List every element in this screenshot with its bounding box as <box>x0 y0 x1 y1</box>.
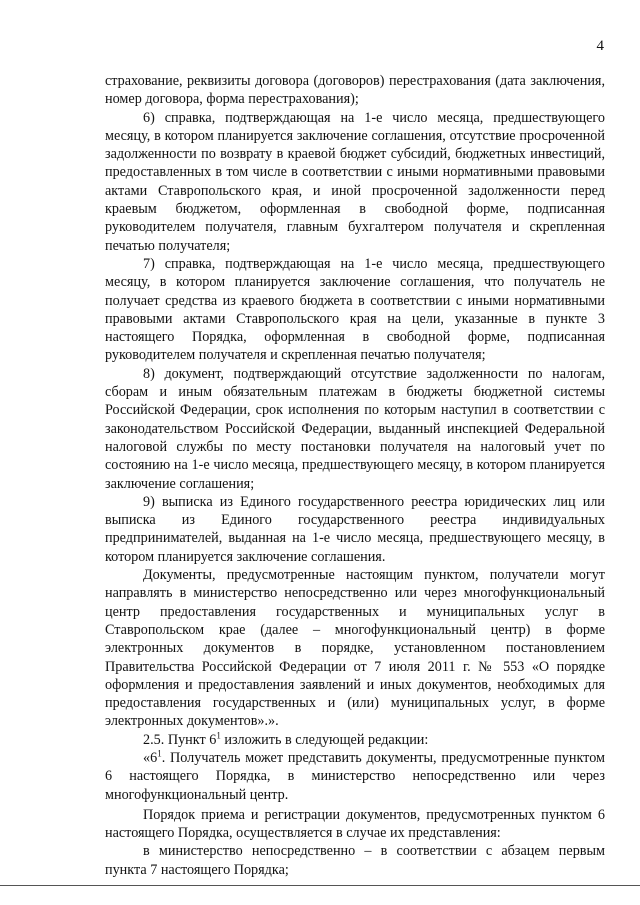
clause-6-1-superscript: 1 <box>157 748 162 759</box>
clause-6-1-suffix: . Получатель может представить документы, предусмотренные пунктом 6 настоящего Порядка, в министерство непосредственно или через многофункциональный центр. <box>105 749 605 803</box>
page-number: 4 <box>596 38 604 54</box>
paragraph-item-9: 9) выписка из Единого государственного реестра юридических лиц или выписка из Единого государственного реестра индивидуальных предпринимателей, выданная на 1-е число месяца, предшествующего месяцу, в котором планируется заключение соглашения. <box>105 493 605 565</box>
page-bottom-rule <box>0 885 640 886</box>
document-body <box>105 72 605 879</box>
paragraph-documents-submission: Документы, предусмотренные настоящим пунктом, получатели могут направлять в министерство непосредственно или через многофункциональный центр предоставления государственных и муниципальных услуг в Ставропольском крае (далее – многофункциональный центр) в форме электронных документов в порядке, установленном постановлением Правительства Российской Федерации от 7 июля 2011 г. № 553 «О порядке оформления и предоставления заявлений и иных документов, необходимых для предоставления государственных и (или) муниципальных услуг, в форме электронных документов».». <box>105 567 605 730</box>
paragraph-item-6: 6) справка, подтверждающая на 1-е число месяца, предшествующего месяцу, в котором планируется заключение соглашения, отсутствие просроченной задолженности по возврату в краевой бюджет субсидий, бюджетных инвестиций, предоставленных в том числе в соответствии с иными нормативными правовыми актами Ставропольского края, и иной просроченной задолженности перед краевым бюджетом, оформленная в свободной форме, подписанная руководителем получателя, главным бухгалтером получателя и скрепленная печатью получателя; <box>105 109 605 254</box>
clause-2-5-superscript: 1 <box>216 729 221 740</box>
clause-2-5-prefix: 2.5. Пункт 6 <box>143 731 217 748</box>
clause-6-1 <box>105 749 605 804</box>
clause-2-5 <box>105 731 605 749</box>
paragraph-item-7: 7) справка, подтверждающая на 1-е число месяца, предшествующего месяцу, в котором планируется заключение соглашения, что получатель не получает средства из краевого бюджета в соответствии с иными нормативными правовыми актами Ставропольского края на цели, указанные в пункте 3 настоящего Порядка, оформленная в свободной форме, подписанная руководителем получателя и скрепленная печатью получателя; <box>105 255 605 364</box>
clause-2-5-suffix: изложить в следующей редакции: <box>220 731 429 748</box>
paragraph-procedure: Порядок приема и регистрации документов, предусмотренных пунктом 6 настоящего Порядка, осуществляется в случае их представления: <box>105 806 605 842</box>
paragraph-continuation: страхование, реквизиты договора (договоров) перестрахования (дата заключения, номер договора, форма перестрахования); <box>105 73 605 108</box>
paragraph-ministry-direct: в министерство непосредственно – в соответствии с абзацем первым пункта 7 настоящего Порядка; <box>105 843 605 878</box>
paragraph-item-8: 8) документ, подтверждающий отсутствие задолженности по налогам, сборам и иным обязательным платежам в бюджеты бюджетной системы Российской Федерации, срок исполнения по которым наступил в соответствии с законодательством Российской Федерации, выданный инспекцией Федеральной налоговой службы по месту постановки получателя на налоговый учет по состоянию на 1-е число месяца, предшествующего месяцу, в котором планируется заключение соглашения; <box>105 365 605 492</box>
clause-6-1-prefix: «6 <box>143 749 158 766</box>
